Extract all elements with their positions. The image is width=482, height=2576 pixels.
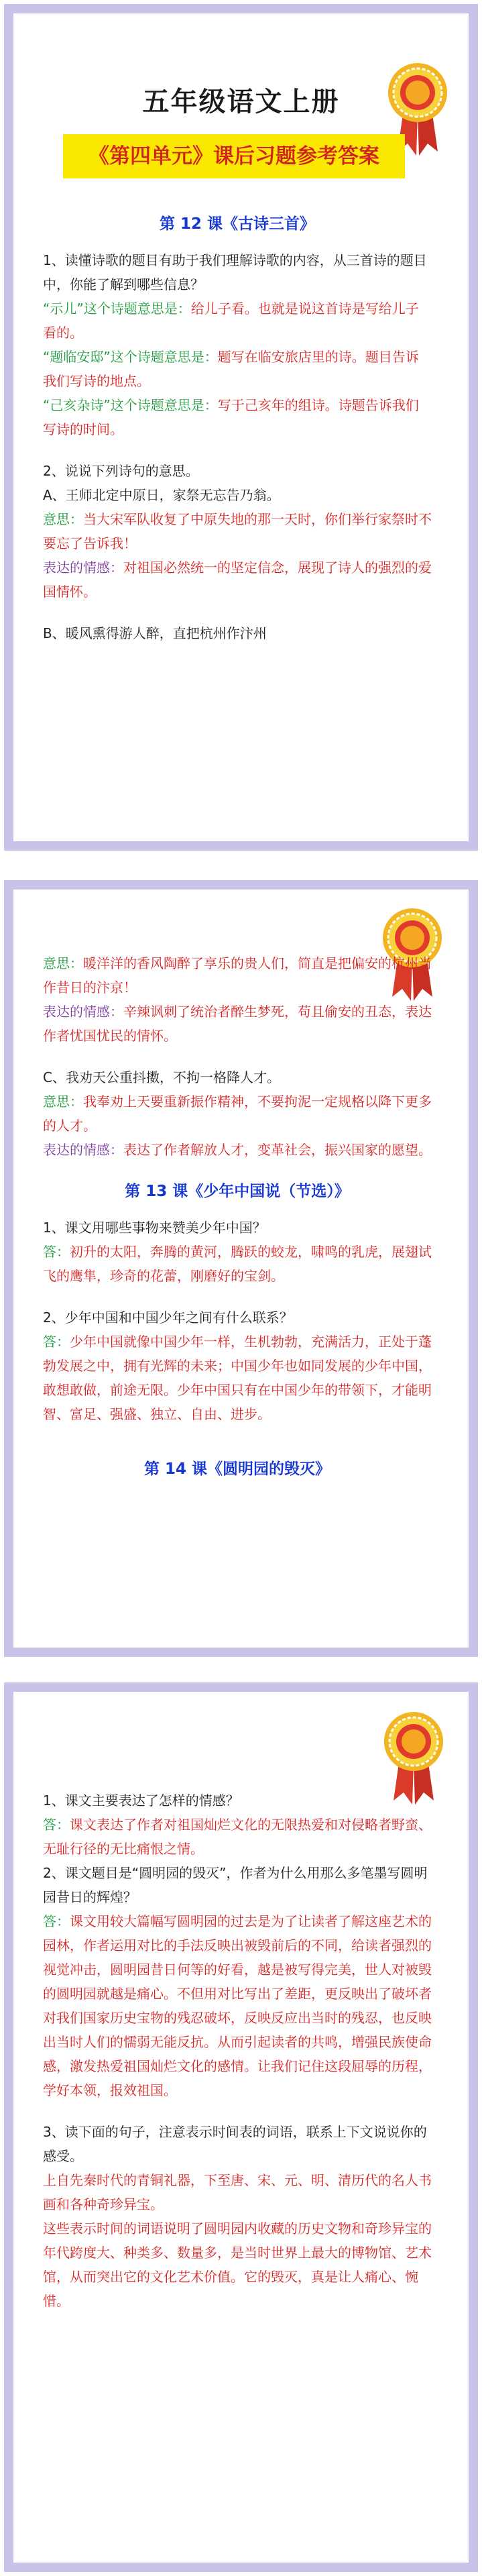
poem-b-emotion: [43, 1000, 432, 1048]
meaning-text: 当大宋军队收复了中原失地的那一天时，你们举行家祭时不要忘了告诉我！: [43, 511, 432, 551]
answer-text: 初升的太阳，奔腾的黄河，腾跃的蛟龙，啸鸣的乳虎，展翅试飞的鹰隼，珍奇的花蕾，刚磨好的宝剑。: [43, 1244, 432, 1284]
page-title: 五年级语文上册: [142, 87, 340, 117]
page-subtitle-banner: 《第四单元》课后习题参考答案: [63, 134, 405, 178]
answer-text: 给儿子看。也就是说这首诗是写给儿子看的。: [43, 301, 419, 341]
answer-13-1: [43, 1240, 432, 1288]
question-2: 2、说说下列诗句的意思。: [43, 463, 199, 479]
question-14-1: 1、课文主要表达了怎样的情感？: [43, 1792, 239, 1809]
poem-a-meaning: [43, 507, 432, 555]
answer-card-2: [4, 880, 478, 1657]
quote-sentence: 上自先秦时代的青铜礼器，下至唐、宋、元、明、清历代的名人书画和各种奇珍异宝。: [43, 2172, 432, 2212]
lesson-12-title: 第 12 课《古诗三首》: [159, 215, 316, 233]
answer-label: 答：: [43, 1334, 70, 1350]
meaning-text: 我奉劝上天要重新振作精神，不要拘泥一定规格以降下更多的人才。: [43, 1093, 432, 1134]
emotion-label: 表达的情感：: [43, 559, 123, 576]
question-13-1: 1、课文用哪些事物来赞美少年中国？: [43, 1220, 266, 1236]
card2-content: [43, 951, 432, 1493]
answer-14-1: [43, 1813, 432, 1861]
poem-line-a: A、王师北定中原日，家祭无忘告乃翁。: [43, 487, 280, 503]
answer-14-2: [43, 1909, 432, 2102]
answer-label: 答：: [43, 1817, 70, 1833]
emotion-label: 表达的情感：: [43, 1004, 123, 1020]
card1-content: [43, 212, 432, 645]
answer-text: 少年中国就像中国少年一样，生机勃勃，充满活力，正处于蓬勃发展之中，拥有光辉的未来；中国少年也如同发展的少年中国，敢想敢做，前途无限。少年中国只有在中国少年的带领下，才能明智、富足、强盛、独立、自由、进步。: [43, 1334, 432, 1422]
answer-label: “题临安邸”这个诗题意思是：: [43, 349, 218, 365]
answer-card-3: [4, 1682, 478, 2572]
answer-card-1: [4, 4, 478, 851]
answer-13-2: [43, 1330, 432, 1426]
answer-text: 课文表达了作者对祖国灿烂文化的无限热爱和对侵略者野蛮、无耻行径的无比痛恨之情。: [43, 1817, 432, 1857]
question-13-2: 2、少年中国和中国少年之间有什么联系？: [43, 1309, 293, 1326]
poem-a-emotion: [43, 555, 432, 604]
answer-1-jihaizashi: [43, 393, 432, 441]
answer-14-3: 这些表示时间的词语说明了圆明园内收藏的历史文物和奇珍异宝的年代跨度大、种类多、数量多，是当时世界上最大的博物馆、艺术馆，从而突出它的文化艺术价值。它的毁灭，真是让人痛心、惋惜。: [43, 2220, 432, 2309]
meaning-label: 意思：: [43, 955, 83, 971]
card3-content: [43, 1788, 432, 2313]
emotion-text: 表达了作者解放人才，变革社会，振兴国家的愿望。: [123, 1142, 432, 1158]
meaning-label: 意思：: [43, 1093, 83, 1110]
answer-text: 写于己亥年的组诗。诗题告诉我们写诗的时间。: [43, 397, 419, 437]
poem-line-b: B、暖风熏得游人醉，直把杭州作汴州: [43, 625, 267, 641]
emotion-text: 辛辣讽刺了统治者醉生梦死，苟且偷安的丑态，表达作者忧国忧民的情怀。: [43, 1004, 432, 1044]
poem-b-meaning: [43, 951, 432, 1000]
poem-c-meaning: [43, 1089, 432, 1138]
poem-line-c: C、我劝天公重抖擞，不拘一格降人才。: [43, 1069, 280, 1085]
poem-c-emotion: [43, 1138, 432, 1162]
lesson-14-title: 第 14 课《圆明园的毁灭》: [143, 1460, 331, 1478]
emotion-label: 表达的情感：: [43, 1142, 123, 1158]
answer-label: 答：: [43, 1913, 70, 1929]
meaning-text: 暖洋洋的香风陶醉了享乐的贵人们，简直是把偏安的杭州当作昔日的汴京！: [43, 955, 432, 996]
emotion-text: 对祖国必然统一的坚定信念，展现了诗人的强烈的爱国情怀。: [43, 559, 432, 600]
meaning-label: 意思：: [43, 511, 83, 527]
answer-text: 题写在临安旅店里的诗。题目告诉我们写诗的地点。: [43, 349, 419, 389]
answer-label: 答：: [43, 1244, 70, 1260]
question-1: 1、读懂诗歌的题目有助于我们理解诗歌的内容，从三首诗的题目中，你能了解到哪些信息？: [43, 252, 427, 292]
question-14-3: 3、读下面的句子，注意表示时间表的词语，联系上下文说说你的感受。: [43, 2124, 427, 2164]
lesson-13-title: 第 13 课《少年中国说（节选）》: [125, 1183, 350, 1200]
answer-label: “己亥杂诗”这个诗题意思是：: [43, 397, 218, 413]
answer-label: “示儿”这个诗题意思是：: [43, 301, 191, 317]
question-14-2: 2、课文题目是“圆明园的毁灭”，作者为什么用那么多笔墨写圆明园昔日的辉煌？: [43, 1865, 428, 1905]
answer-text: 课文用较大篇幅写圆明园的过去是为了让读者了解这座艺术的园林，作者运用对比的手法反映出被毁前后的不同，给读者强烈的视觉冲击，圆明园昔日何等的好看，越是被写得完美，世人对被毁的圆明园就越是痛心。不但用对比写出了差距，更反映出了破坏者对我们国家历史宝物的残忍破坏，反映反应出当时的残忍，也反映出当时人们的懦弱无能反抗。从而引起读者的共鸣，增强民族使命感，激发热爱祖国灿烂文化的感情。让我们记住这段屈辱的历程，学好本领，报效祖国。: [43, 1913, 432, 2098]
answer-1-tilinandi: [43, 345, 432, 393]
answer-1-shier: [43, 297, 432, 345]
